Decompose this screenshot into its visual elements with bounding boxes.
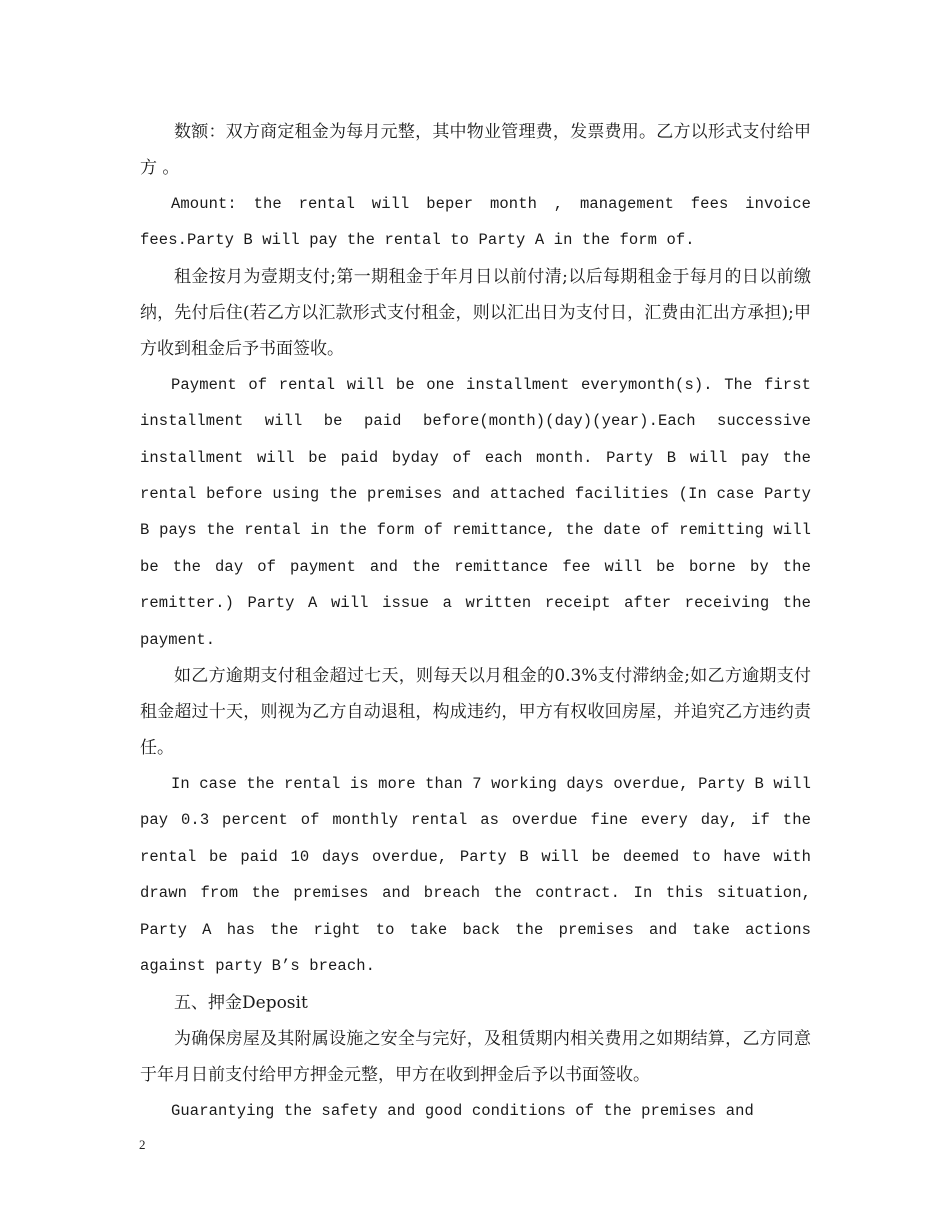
page-number: 2 xyxy=(139,1137,146,1152)
paragraph-overdue-zh: 如乙方逾期支付租金超过七天，则每天以月租金的0.3%支付滞纳金;如乙方逾期支付租金超过十天，则视为乙方自动退租，构成违约，甲方有权收回房屋，并追究乙方违约责任。 xyxy=(140,666,811,759)
paragraph-payment-zh: 租金按月为壹期支付;第一期租金于年月日以前付清;以后每期租金于每月的日以前缴纳，先付后住(若乙方以汇款形式支付租金，则以汇出日为支付日，汇费由汇出方承担);甲方收到租金后予书面签收。 xyxy=(140,266,811,359)
paragraph-deposit-en: Guarantying the safety and good conditions of the premises and xyxy=(171,1101,754,1120)
paragraph-amount-en: Amount: the rental will beper month , management fees invoice fees.Party B will pay the rental to Party A in the form of. xyxy=(140,195,811,250)
paragraph-amount-zh: 数额：双方商定租金为每月元整，其中物业管理费，发票费用。乙方以形式支付给甲方 。 xyxy=(140,122,811,178)
paragraph-overdue-en: In case the rental is more than 7 working days overdue, Party B will pay 0.3 percent of monthly rental as overdue fine every day, if the rental be paid 10 days overdue, Party B will be deemed to have with drawn from the premises and breach the contract. In this situation, Party A has the right to take back the premises and take actions against party B’s breach. xyxy=(140,775,811,976)
paragraph-payment-en: Payment of rental will be one installment everymonth(s). The first installment will be paid before(month)(day)(year).Each successive installment will be paid byday of each month. Party B will pay the rental before using the premises and attached facilities (In case Party B pays the rental in the form of remittance, the date of remitting will be the day of payment and the remittance fee will be borne by the remitter.) Party A will issue a written receipt after receiving the payment. xyxy=(140,375,811,649)
section-heading-deposit: 五、押金Deposit xyxy=(174,992,308,1013)
paragraph-deposit-zh: 为确保房屋及其附属设施之安全与完好，及租赁期内相关费用之如期结算，乙方同意于年月日前支付给甲方押金元整，甲方在收到押金后予以书面签收。 xyxy=(140,1028,811,1085)
document-body xyxy=(140,114,811,1129)
